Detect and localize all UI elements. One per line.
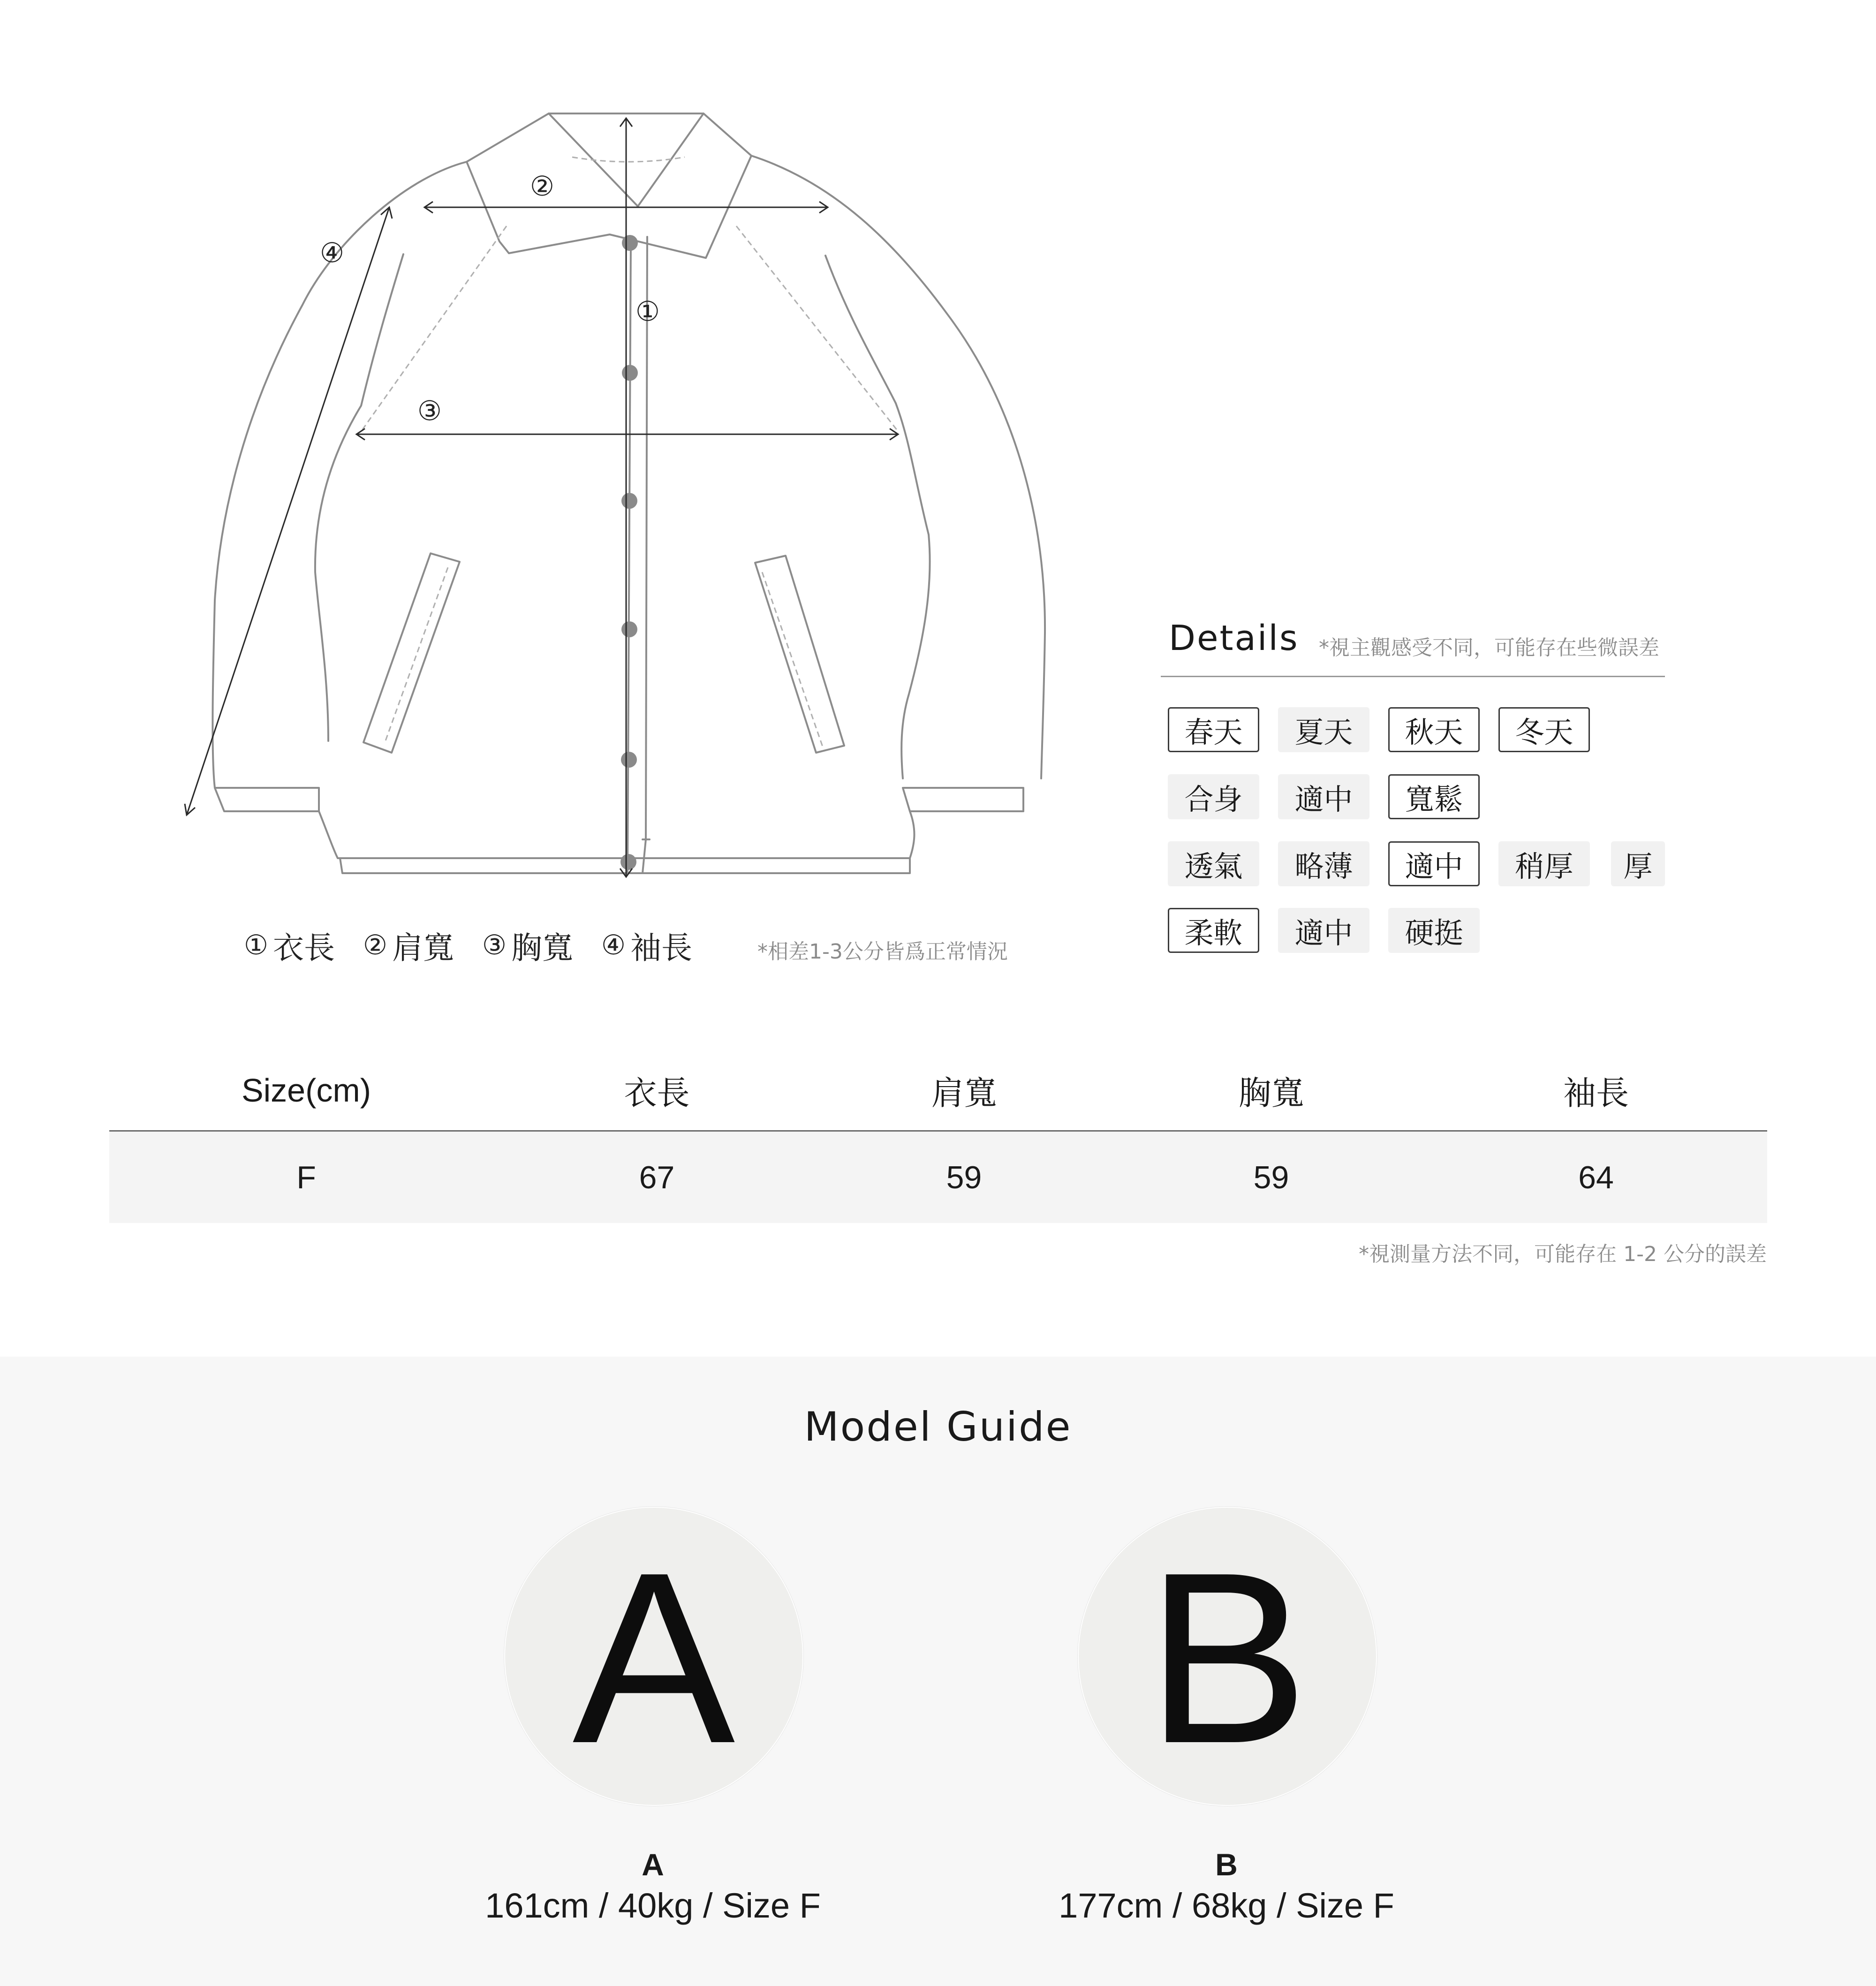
legend-number: ②: [363, 929, 387, 961]
legend-number: ①: [244, 929, 268, 961]
table-header-cell: 胸寬: [1238, 1073, 1304, 1112]
legend-note: *相差1-3公分皆爲正常情況: [757, 940, 1008, 964]
chip-winter: 冬天: [1498, 707, 1590, 752]
jacket-diagram: [178, 103, 1069, 900]
details-title: Details: [1169, 618, 1299, 658]
button-dot: [621, 493, 637, 509]
legend-item: [482, 923, 573, 967]
button-dot: [621, 752, 637, 768]
details-note: *視主觀感受不同，可能存在些微誤差: [1319, 636, 1659, 660]
chip-soft: 柔軟: [1168, 908, 1259, 953]
size-table: [109, 1050, 1767, 1223]
chip-thin: 略薄: [1278, 841, 1369, 886]
chip-autumn: 秋天: [1388, 707, 1480, 752]
legend-label: 袖長: [630, 929, 692, 966]
model-guide-title: Model Guide: [804, 1404, 1072, 1450]
model-guide-section: [0, 1357, 1876, 1986]
legend-item: [363, 923, 454, 967]
chip-slightly-thick: 稍厚: [1498, 841, 1590, 886]
legend-item: [244, 923, 335, 967]
model-name: A: [642, 1847, 664, 1882]
button-dot: [622, 365, 638, 381]
chip-breathable: 透氣: [1168, 841, 1259, 886]
measurement-legend: [244, 924, 720, 966]
button-dot: [622, 235, 638, 251]
marker-shoulder: ②: [530, 170, 554, 202]
chip-regular: 適中: [1278, 774, 1369, 819]
table-cell: 59: [1253, 1159, 1289, 1195]
legend-item: [601, 923, 692, 967]
model-avatar-b: [1078, 1507, 1377, 1806]
button-dot: [621, 621, 637, 637]
chip-spring: 春天: [1168, 707, 1259, 752]
table-cell: 59: [946, 1159, 982, 1195]
table-cell: F: [296, 1159, 316, 1195]
marker-sleeve: ④: [320, 237, 344, 269]
model-stats: 177cm / 68kg / Size F: [1059, 1886, 1394, 1925]
legend-label: 衣長: [273, 929, 335, 966]
details-divider: [1161, 676, 1665, 677]
jacket-outline: [178, 103, 1069, 900]
marker-length: ①: [635, 295, 660, 327]
sleeve-measure-line: [187, 207, 389, 815]
button-dot: [620, 854, 636, 870]
chip-fitted: 合身: [1168, 774, 1259, 819]
model-avatar-a: [504, 1507, 803, 1806]
table-header-cell: 袖長: [1563, 1073, 1629, 1112]
table-header-cell: 肩寬: [931, 1073, 997, 1112]
legend-label: 胸寬: [511, 929, 573, 966]
legend-label: 肩寬: [392, 929, 454, 966]
marker-chest: ③: [417, 395, 442, 427]
chip-loose: 寬鬆: [1388, 774, 1480, 819]
table-note: *視測量方法不同，可能存在 1-2 公分的誤差: [1359, 1242, 1767, 1266]
chip-medium-texture: 適中: [1278, 908, 1369, 953]
table-header-cell: Size(cm): [241, 1072, 371, 1109]
model-stats: 161cm / 40kg / Size F: [485, 1886, 821, 1925]
table-row: [109, 1132, 1767, 1223]
chip-thick: 厚: [1611, 841, 1665, 886]
chip-summer: 夏天: [1278, 707, 1369, 752]
table-header-row: [109, 1050, 1767, 1132]
model-name: B: [1215, 1847, 1238, 1882]
model-letter: A: [572, 1522, 735, 1794]
chip-stiff: 硬挺: [1388, 908, 1480, 953]
table-header-cell: 衣長: [624, 1073, 690, 1112]
legend-number: ③: [482, 929, 507, 961]
model-letter: B: [1146, 1522, 1309, 1794]
table-cell: 64: [1578, 1159, 1614, 1195]
legend-number: ④: [601, 929, 626, 961]
table-cell: 67: [639, 1159, 675, 1195]
chip-medium: 適中: [1388, 841, 1480, 886]
